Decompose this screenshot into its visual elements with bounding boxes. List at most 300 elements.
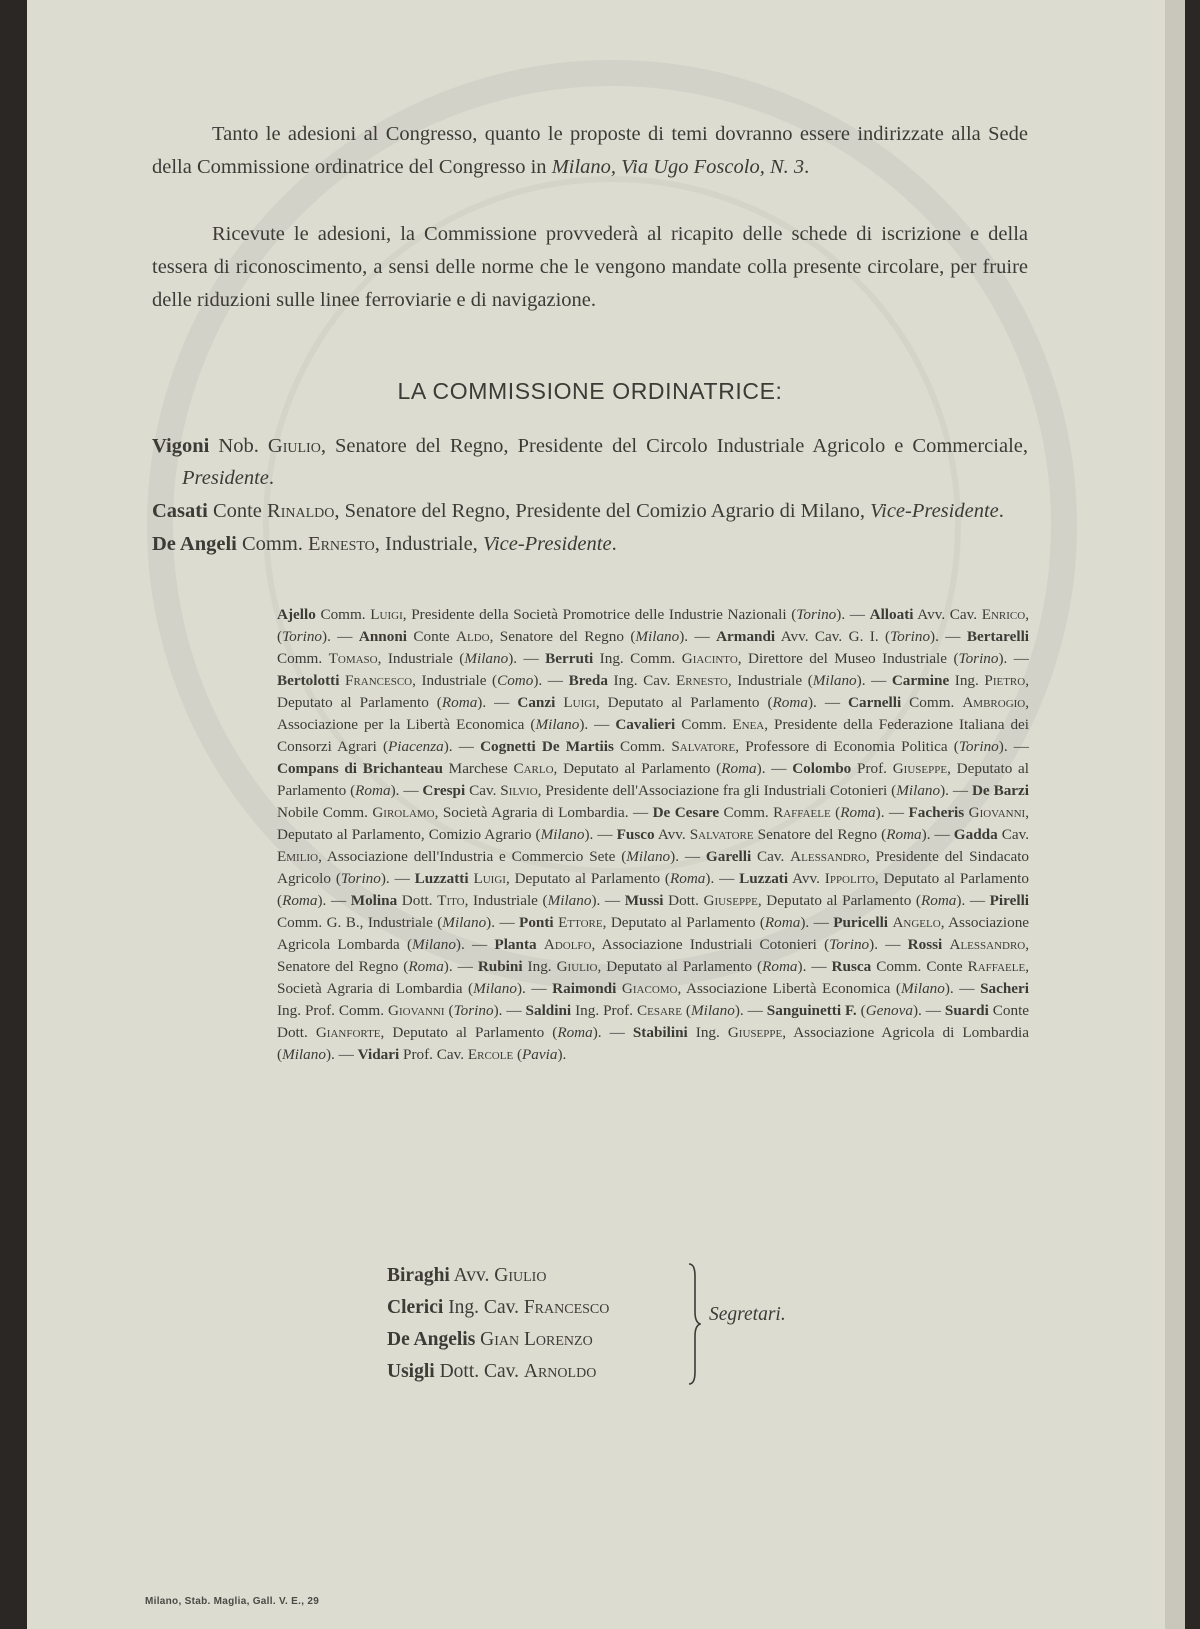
member-entry xyxy=(625,892,966,909)
member-city: Roma xyxy=(764,914,801,931)
member-end: ). xyxy=(443,958,453,975)
page-edge xyxy=(1165,0,1185,1629)
member-given-name: Enrico xyxy=(981,606,1026,623)
member-city: Genova xyxy=(865,1002,913,1019)
member-separator: — xyxy=(628,804,653,821)
member-title xyxy=(537,936,544,953)
member-entry xyxy=(653,804,885,821)
secretary-surname: Biraghi xyxy=(387,1265,450,1286)
member-separator: — xyxy=(502,1002,526,1019)
secretaries-block xyxy=(387,1260,786,1388)
officer-title: Comm. xyxy=(236,533,309,555)
member-given-name: Angelo xyxy=(892,914,941,931)
member-surname: Luzzatti xyxy=(414,870,469,887)
member-surname: Pirelli xyxy=(989,892,1030,909)
member-given-name: Alessandro xyxy=(790,848,866,865)
member-description: ( xyxy=(681,1002,691,1019)
member-description: , Associazione Industriali Cotonieri ( xyxy=(591,936,830,953)
member-end: ). xyxy=(998,738,1008,755)
member-surname: Sacheri xyxy=(980,980,1030,997)
member-given-name: Ercole xyxy=(467,1046,514,1063)
member-given-name: Giacomo xyxy=(621,980,678,997)
secretaries-list xyxy=(387,1260,609,1388)
secretary-surname: Clerici xyxy=(387,1297,444,1318)
member-title: Ing. xyxy=(522,958,557,975)
member-city: Milano xyxy=(540,826,585,843)
member-separator: — xyxy=(588,716,616,733)
member-title: Cav. xyxy=(997,826,1030,843)
member-separator: — xyxy=(938,628,967,645)
member-given-name: Emilio xyxy=(277,848,319,865)
member-surname: Stabilini xyxy=(632,1024,688,1041)
member-description: , Deputato al Parlamento ( xyxy=(757,892,921,909)
member-surname: Saldini xyxy=(525,1002,572,1019)
member-city: Milano xyxy=(442,914,487,931)
member-end: ). xyxy=(869,936,878,953)
member-description: , Presidente dell'Associazione fra gli Industriali Cotonieri ( xyxy=(537,782,897,799)
member-end: ). xyxy=(390,782,400,799)
member-end: ). xyxy=(956,892,966,909)
member-city: Milano xyxy=(900,980,945,997)
member-end: ). xyxy=(856,672,866,689)
member-end: ). xyxy=(592,1024,602,1041)
member-entry xyxy=(351,892,601,909)
secretary-given-name: Francesco xyxy=(523,1297,610,1318)
officer-given-name: Giulio xyxy=(267,435,321,457)
member-entry xyxy=(526,1002,744,1019)
member-description: , Associazione Agricola Lombarda ( xyxy=(277,914,1030,953)
member-city: Torino xyxy=(796,606,837,623)
member-surname: Rossi xyxy=(907,936,943,953)
officer-entry xyxy=(152,495,1028,527)
member-separator: — xyxy=(1007,738,1029,755)
member-description: , Industriale ( xyxy=(464,892,548,909)
officer-role: Vice-Presidente xyxy=(870,500,999,522)
member-city: Milano xyxy=(282,1046,326,1063)
officers-list xyxy=(152,430,1028,561)
member-separator: — xyxy=(525,980,553,997)
member-title: Cav. xyxy=(751,848,791,865)
member-city: Milano xyxy=(473,980,517,997)
member-description: , Deputato al Parlamento ( xyxy=(277,870,1029,909)
member-title: Comm. xyxy=(675,716,733,733)
member-separator: — xyxy=(486,694,518,711)
secretary-entry xyxy=(387,1292,609,1324)
member-title: Marchese xyxy=(442,760,514,777)
member-separator: — xyxy=(389,870,415,887)
member-end: ). xyxy=(800,914,810,931)
member-city: Milano xyxy=(626,848,671,865)
member-given-name: Giuseppe xyxy=(703,892,758,909)
member-given-name: Giovanni xyxy=(388,1002,445,1019)
member-end: ). xyxy=(508,650,518,667)
member-end: ). xyxy=(455,936,465,953)
member-city: Torino xyxy=(829,936,870,953)
officer-role: Vice-Presidente xyxy=(482,533,612,555)
member-surname: Cognetti De Martiis xyxy=(480,738,614,755)
member-end: ). xyxy=(325,1046,335,1063)
member-surname: Molina xyxy=(350,892,398,909)
member-title: Conte xyxy=(406,628,457,645)
document-page xyxy=(27,0,1185,1629)
member-entry xyxy=(767,1002,922,1019)
member-surname: Planta xyxy=(494,936,537,953)
member-separator: — xyxy=(845,606,870,623)
member-description: , Senatore del Regno ( xyxy=(489,628,636,645)
officer-surname: De Angeli xyxy=(152,533,237,555)
member-entry xyxy=(545,650,1007,667)
member-end: ). xyxy=(679,628,689,645)
member-city: Roma xyxy=(441,694,478,711)
member-separator: — xyxy=(326,892,351,909)
member-entry xyxy=(716,628,939,645)
member-end: ). xyxy=(734,1002,744,1019)
member-surname: Cavalieri xyxy=(615,716,676,733)
member-end: ). xyxy=(756,760,766,777)
member-title: Ing. Prof. xyxy=(571,1002,637,1019)
member-given-name: Luigi xyxy=(473,870,506,887)
member-separator: — xyxy=(884,804,909,821)
member-description: ( xyxy=(444,1002,454,1019)
member-city: Milano xyxy=(690,1002,735,1019)
member-given-name: Giuseppe xyxy=(892,760,948,777)
member-surname: Annoni xyxy=(358,628,407,645)
member-separator: — xyxy=(816,694,849,711)
member-city: Roma xyxy=(886,826,922,843)
committee-heading: LA COMMISSIONE ORDINATRICE: xyxy=(397,378,783,404)
officer-description: , Senatore del Regno, Presidente del Circolo Industriale Agricolo e Commerciale, xyxy=(320,435,1028,457)
officer-title: Nob. xyxy=(209,435,268,457)
secretary-given-name: Arnoldo xyxy=(523,1361,597,1382)
member-separator: — xyxy=(1007,650,1029,667)
member-description: , Senatore del Regno ( xyxy=(277,936,1030,975)
member-given-name: Gianforte xyxy=(315,1024,381,1041)
member-separator: — xyxy=(593,826,617,843)
member-entry xyxy=(617,826,931,843)
member-description: , Deputato al Parlamento ( xyxy=(602,914,765,931)
member-city: Torino xyxy=(958,738,999,755)
member-separator: — xyxy=(930,826,954,843)
member-end: ). xyxy=(557,1046,567,1063)
member-given-name: Raffaele xyxy=(773,804,831,821)
member-end: ). xyxy=(584,826,594,843)
member-entry xyxy=(422,782,949,799)
member-city: Torino xyxy=(282,628,323,645)
officer-end: . xyxy=(611,533,617,555)
member-entry xyxy=(277,760,766,777)
member-surname: Crespi xyxy=(422,782,466,799)
member-separator: — xyxy=(806,958,832,975)
member-given-name: Enea xyxy=(732,716,765,733)
member-description: , Presidente della Federazione Italiana dei Consorzi Agrari ( xyxy=(277,716,1030,755)
member-given-name: Ettore xyxy=(558,914,603,931)
member-given-name: Girolamo xyxy=(372,804,435,821)
member-surname: Facheris xyxy=(908,804,965,821)
officer-description: , Senatore del Regno, Presidente del Comizio Agrario di Milano, xyxy=(334,500,871,522)
officer-entry xyxy=(152,528,1028,560)
member-city: Roma xyxy=(772,694,808,711)
member-description: , Associazione Libertà Economica ( xyxy=(677,980,901,997)
member-separator: — xyxy=(921,1002,945,1019)
member-title: Ing. Comm. xyxy=(593,650,682,667)
member-separator: — xyxy=(679,848,706,865)
member-surname: Canzi xyxy=(517,694,556,711)
member-end: ). xyxy=(912,1002,922,1019)
member-end: ). xyxy=(516,980,526,997)
member-title: Comm. xyxy=(277,650,329,667)
member-separator: — xyxy=(334,1046,358,1063)
member-description: ( xyxy=(878,628,891,645)
secretary-title: Avv. xyxy=(449,1265,495,1286)
member-given-name: Salvatore xyxy=(671,738,736,755)
member-title: Nobile Comm. xyxy=(277,804,373,821)
member-description: , Deputato al Parlamento ( xyxy=(277,760,1030,799)
member-surname: Vidari xyxy=(357,1046,400,1063)
member-description: , Deputato al Parlamento, Comizio Agrario ( xyxy=(277,804,1030,843)
officer-title: Conte xyxy=(207,500,268,522)
secretary-given-name: Gian Lorenzo xyxy=(480,1329,593,1350)
member-given-name: Silvio xyxy=(500,782,538,799)
member-description: , Società Agraria di Lombardia. xyxy=(434,804,629,821)
member-separator: — xyxy=(452,958,478,975)
member-city: Torino xyxy=(958,650,999,667)
member-city: Milano xyxy=(464,650,509,667)
member-city: Torino xyxy=(890,628,931,645)
member-surname: Mussi xyxy=(624,892,664,909)
member-end: ). xyxy=(836,606,846,623)
member-end: ). xyxy=(670,848,679,865)
member-description: , Associazione dell'Industria e Commercio Sete ( xyxy=(318,848,627,865)
member-end: ). xyxy=(443,738,453,755)
member-description: , Presidente del Sindacato Agricolo ( xyxy=(277,848,1030,887)
intro-paragraph xyxy=(152,118,1028,184)
member-surname: De Cesare xyxy=(652,804,720,821)
member-end: ). xyxy=(940,782,949,799)
member-surname: Bertarelli xyxy=(966,628,1030,645)
member-surname: Bertolotti xyxy=(277,672,340,689)
member-title: Prof. Cav. xyxy=(399,1046,468,1063)
secretary-entry xyxy=(387,1324,609,1356)
member-separator: — xyxy=(399,782,423,799)
secretary-title: Ing. Cav. xyxy=(443,1297,524,1318)
member-entry xyxy=(569,672,866,689)
member-entry xyxy=(415,870,715,887)
member-surname: Sanguinetti F. xyxy=(766,1002,857,1019)
member-surname: Ajello xyxy=(277,606,316,623)
member-given-name: G. B. xyxy=(326,914,360,931)
officer-given-name: Rinaldo xyxy=(267,500,335,522)
member-end: ). xyxy=(477,694,487,711)
secretary-entry xyxy=(387,1260,609,1292)
member-surname: Berruti xyxy=(545,650,594,667)
member-surname: Carmine xyxy=(891,672,950,689)
member-separator: — xyxy=(600,892,625,909)
member-city: Milano xyxy=(896,782,941,799)
secretary-surname: Usigli xyxy=(387,1361,435,1382)
member-city: Milano xyxy=(812,672,857,689)
member-given-name: Raffaele xyxy=(967,958,1026,975)
member-given-name: Carlo xyxy=(513,760,554,777)
member-end: ). xyxy=(944,980,954,997)
member-description: , Deputato al Parlamento ( xyxy=(505,870,670,887)
member-surname: Raimondi xyxy=(552,980,617,997)
member-given-name: Cesare xyxy=(636,1002,682,1019)
member-separator: — xyxy=(542,672,569,689)
member-title: Ing. Prof. Comm. xyxy=(277,1002,388,1019)
member-surname: Garelli xyxy=(705,848,752,865)
member-entry xyxy=(277,606,845,623)
member-description: , ( xyxy=(277,606,1030,645)
member-given-name: Ippolito xyxy=(824,870,875,887)
member-end: ). xyxy=(317,892,327,909)
member-separator: — xyxy=(714,870,740,887)
right-brace-icon xyxy=(687,1262,701,1386)
member-title: Comm. xyxy=(901,694,963,711)
member-given-name: Alessandro xyxy=(949,936,1026,953)
member-end: ). xyxy=(493,1002,503,1019)
member-description: ( xyxy=(830,804,841,821)
intro-end: . xyxy=(804,156,810,178)
member-description: , Presidente della Società Promotrice delle Industrie Nazionali ( xyxy=(402,606,797,623)
member-given-name: Tomaso xyxy=(328,650,378,667)
member-surname: Colombo xyxy=(792,760,852,777)
member-entry xyxy=(358,1046,567,1063)
member-separator: — xyxy=(464,936,495,953)
member-given-name: G. I. xyxy=(848,628,879,645)
officer-end: . xyxy=(998,500,1004,522)
member-title: Conte Dott. xyxy=(277,1002,1030,1041)
member-title: Avv. xyxy=(654,826,690,843)
member-surname: Armandi xyxy=(716,628,776,645)
member-city: Roma xyxy=(762,958,798,975)
member-separator: — xyxy=(743,1002,767,1019)
member-given-name: Salvatore xyxy=(689,826,754,843)
member-description: Senatore del Regno ( xyxy=(753,826,887,843)
member-description: , Associazione Agricola di Lombardia ( xyxy=(277,1024,1030,1063)
member-given-name: Giacinto xyxy=(681,650,738,667)
member-surname: Suardi xyxy=(944,1002,989,1019)
officer-end: . xyxy=(268,467,275,489)
member-end: ). xyxy=(705,870,715,887)
intro-text: Tanto le adesioni al Congresso, quanto le proposte di temi dovranno essere indirizzate alla Sede della Commissione ordinatrice del Congresso in xyxy=(152,123,1028,178)
member-end: ). xyxy=(998,650,1008,667)
member-separator: — xyxy=(495,914,520,931)
member-title: Avv. Cav. xyxy=(775,628,849,645)
member-title: Comm. Conte xyxy=(871,958,968,975)
member-title: Comm. xyxy=(719,804,774,821)
member-entry xyxy=(517,694,816,711)
member-title: Prof. xyxy=(851,760,893,777)
member-separator: — xyxy=(865,672,892,689)
member-surname: Ponti xyxy=(519,914,554,931)
officer-role: Presidente xyxy=(182,467,269,489)
member-end: ). xyxy=(322,628,331,645)
secretaries-role: Segretari. xyxy=(709,1304,786,1325)
secretary-given-name: Giulio xyxy=(494,1265,547,1286)
member-title: Dott. xyxy=(397,892,438,909)
member-description: , Deputato al Parlamento ( xyxy=(597,958,763,975)
member-end: ). xyxy=(533,672,543,689)
member-title: Ing. xyxy=(687,1024,728,1041)
member-entry xyxy=(480,738,1008,755)
member-end: ). xyxy=(797,958,807,975)
secretary-title: Dott. Cav. xyxy=(434,1361,524,1382)
member-city: Milano xyxy=(635,628,680,645)
member-surname: Luzzati xyxy=(739,870,789,887)
member-separator: — xyxy=(601,1024,633,1041)
member-city: Roma xyxy=(669,870,706,887)
member-description: , Deputato al Parlamento ( xyxy=(553,760,722,777)
member-entry xyxy=(277,672,542,689)
member-surname: Breda xyxy=(568,672,608,689)
officer-description: , Industriale, xyxy=(374,533,483,555)
member-title: Comm. xyxy=(315,606,371,623)
member-city: Milano xyxy=(412,936,456,953)
member-separator: — xyxy=(878,936,908,953)
second-paragraph: Ricevute le adesioni, la Commissione provvederà al ricapito delle schede di iscrizione e della tessera di riconoscimento, a sensi delle norme che le vengono mandate colla presente circolare, per fruire delle riduzioni sulle linee ferroviarie e di navigazione. xyxy=(152,223,1028,311)
member-description: , Deputato al Parlamento ( xyxy=(595,694,773,711)
member-entry xyxy=(494,936,878,953)
officer-given-name: Ernesto xyxy=(308,533,375,555)
member-description: , Industriale ( xyxy=(377,650,465,667)
member-given-name: Giovanni xyxy=(968,804,1026,821)
member-surname: Rubini xyxy=(477,958,523,975)
member-description: , Deputato al Parlamento ( xyxy=(277,672,1030,711)
member-separator: — xyxy=(688,628,717,645)
members-list xyxy=(277,604,1029,1066)
member-given-name: Francesco xyxy=(345,672,413,689)
member-surname: Fusco xyxy=(616,826,655,843)
member-city: Roma xyxy=(355,782,391,799)
member-city: Roma xyxy=(408,958,444,975)
member-city: Pavia xyxy=(522,1046,558,1063)
member-description: , Industriale ( xyxy=(412,672,498,689)
member-end: ). xyxy=(875,804,885,821)
member-city: Torino xyxy=(340,870,381,887)
member-separator: — xyxy=(953,980,981,997)
officer-surname: Casati xyxy=(152,500,208,522)
member-surname: Gadda xyxy=(953,826,998,843)
member-given-name: Aldo xyxy=(456,628,490,645)
member-surname: Rusca xyxy=(831,958,872,975)
member-title: Ing. Cav. xyxy=(607,672,676,689)
member-surname: Carnelli xyxy=(848,694,902,711)
member-surname: Puricelli xyxy=(833,914,889,931)
member-separator: — xyxy=(965,892,990,909)
member-title: Dott. xyxy=(663,892,704,909)
member-description: , Industriale ( xyxy=(727,672,813,689)
member-end: ). xyxy=(486,914,496,931)
member-given-name: Luigi xyxy=(370,606,403,623)
member-given-name: Tito xyxy=(437,892,465,909)
member-end: ). xyxy=(591,892,601,909)
member-separator: — xyxy=(948,782,972,799)
member-separator: — xyxy=(330,628,359,645)
member-surname: De Barzi xyxy=(971,782,1030,799)
member-separator: — xyxy=(452,738,481,755)
member-description: ( xyxy=(860,1002,866,1019)
member-separator: — xyxy=(809,914,834,931)
member-description: , Industriale ( xyxy=(359,914,443,931)
member-city: Roma xyxy=(920,892,957,909)
member-surname: Compans di Brichanteau xyxy=(277,760,443,777)
member-description: , Deputato al Parlamento ( xyxy=(380,1024,558,1041)
officer-surname: Vigoni xyxy=(152,435,210,457)
member-given-name: Giuseppe xyxy=(727,1024,783,1041)
secretary-entry xyxy=(387,1356,609,1388)
member-city: Roma xyxy=(721,760,757,777)
member-separator: — xyxy=(517,650,546,667)
